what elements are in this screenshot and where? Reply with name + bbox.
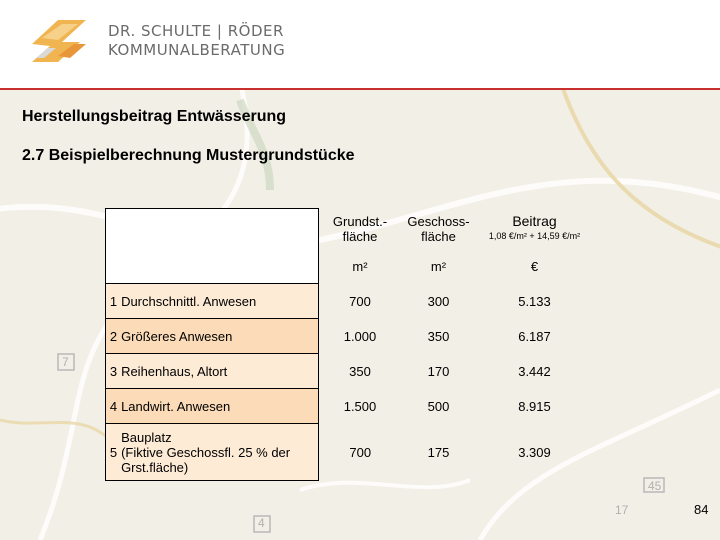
- row-number: 1: [106, 284, 122, 319]
- unit-beitrag: €: [530, 258, 539, 274]
- row-label: Bauplatz (Fiktive Geschossfl. 25 % der Grst.fläche): [121, 424, 318, 481]
- map-label: 17: [615, 503, 629, 517]
- cell-beitrag: 3.309: [518, 444, 551, 460]
- row-number: 4: [106, 389, 122, 424]
- calculation-table: [105, 208, 594, 481]
- row-number: 5: [106, 424, 122, 481]
- cell-geschoss: 175: [427, 444, 450, 460]
- cell-geschoss: 350: [427, 328, 450, 344]
- cell-geschoss: 500: [427, 398, 450, 414]
- cell-beitrag: 3.442: [518, 363, 551, 379]
- row-number: 3: [106, 354, 122, 389]
- cell-grundst: 700: [349, 444, 372, 460]
- logo-text-line1: DR. SCHULTE | RÖDER: [108, 22, 284, 40]
- row-number: 2: [106, 319, 122, 354]
- cell-beitrag: 5.133: [518, 293, 551, 309]
- cell-grundst: 350: [349, 363, 371, 379]
- cell-grundst: 700: [349, 293, 371, 309]
- cell-geschoss: 300: [427, 293, 450, 309]
- row-label: Reihenhaus, Altort: [121, 354, 318, 389]
- cell-beitrag: 8.915: [518, 398, 551, 414]
- unit-geschoss: m²: [430, 258, 447, 274]
- page-subtitle: 2.7 Beispielberechnung Mustergrundstücke: [22, 147, 355, 164]
- unit-grundst: m²: [352, 258, 368, 274]
- row-label: Größeres Anwesen: [121, 319, 318, 354]
- header-geschossflaeche: Geschoss- fläche: [407, 213, 470, 244]
- table-header-row: [106, 209, 594, 250]
- table-row: [106, 424, 594, 481]
- cell-geschoss: 170: [427, 363, 450, 379]
- unit-blank-cell: [106, 249, 319, 284]
- page-title: Herstellungsbeitrag Entwässerung: [22, 108, 287, 125]
- header-beitrag: Beitrag 1,08 €/m² + 14,59 €/m²: [488, 212, 581, 241]
- cell-beitrag: 6.187: [518, 328, 551, 344]
- map-label: 7: [62, 355, 69, 369]
- table-unit-row: [106, 249, 594, 284]
- header-band: [0, 0, 720, 88]
- header-blank-cell: [106, 209, 319, 250]
- map-label: 45: [648, 479, 662, 493]
- logo-text-line2: KOMMUNALBERATUNG: [108, 41, 286, 59]
- logo-icon: [28, 14, 100, 68]
- page-number: 84: [694, 502, 709, 517]
- table-row: [106, 284, 594, 319]
- map-label: 4: [258, 516, 265, 530]
- table-row: [106, 354, 594, 389]
- cell-grundst: 1.000: [343, 328, 377, 344]
- cell-grundst: 1.500: [343, 398, 377, 414]
- header-grundstuecksflaeche: Grundst.- fläche: [332, 213, 388, 244]
- row-label: Landwirt. Anwesen: [121, 389, 318, 424]
- row-label: Durchschnittl. Anwesen: [121, 284, 318, 319]
- table-row: [106, 389, 594, 424]
- table-row: [106, 319, 594, 354]
